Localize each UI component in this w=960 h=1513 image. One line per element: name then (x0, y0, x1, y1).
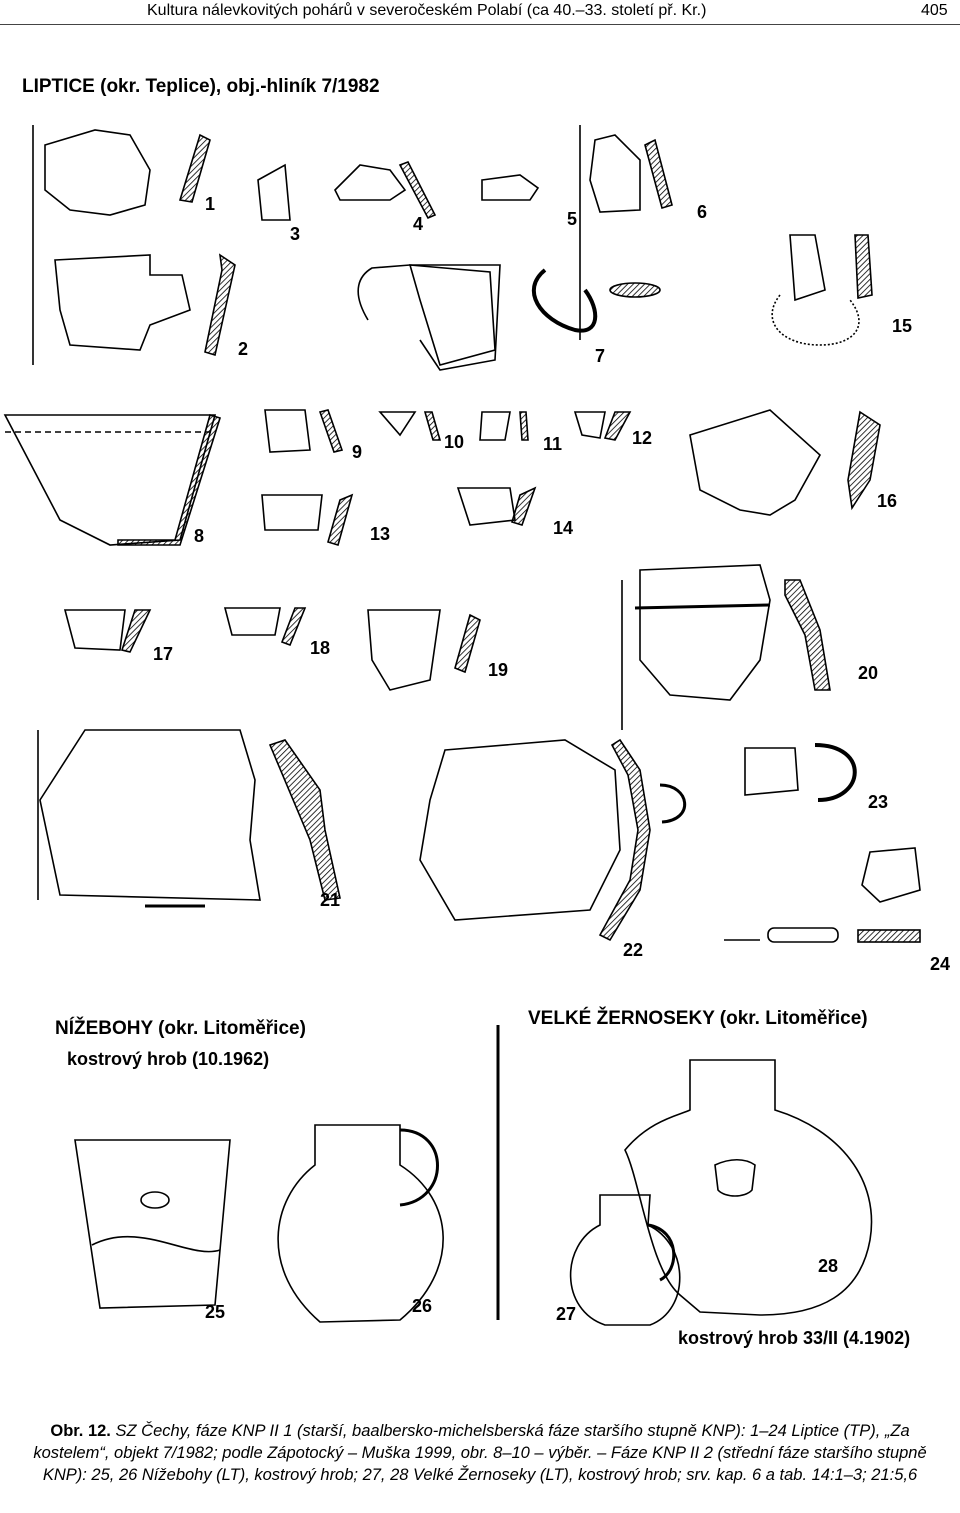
sherd-20 (635, 565, 830, 700)
label-8: 8 (194, 526, 205, 546)
sherd-16 (690, 410, 880, 515)
sherd-1 (45, 130, 210, 215)
label-6: 6 (697, 202, 708, 222)
label-27: 27 (556, 1304, 577, 1324)
label-14: 14 (553, 518, 574, 538)
sherd-9 (265, 410, 310, 452)
figure-caption (22, 1420, 938, 1486)
sherd-5 (482, 175, 538, 200)
label-3: 3 (290, 224, 301, 244)
label-17: 17 (153, 644, 174, 664)
sherd-2 (55, 255, 235, 355)
label-19: 19 (488, 660, 509, 680)
sherd-11-profile (520, 412, 528, 440)
vessel-22 (420, 740, 685, 940)
sherd-6 (590, 135, 640, 212)
label-16: 16 (877, 491, 898, 511)
site-sub-nizebohy: kostrový hrob (10.1962) (67, 1049, 270, 1069)
site-sub-velke-zernoseky: kostrový hrob 33/II (4.1902) (678, 1328, 911, 1348)
figure-caption-lead: Obr. 12. (50, 1422, 111, 1440)
sherd-9-profile (320, 410, 342, 452)
sherd-18-profile (282, 608, 305, 645)
vessel-28 (625, 1060, 872, 1315)
label-12: 12 (632, 428, 653, 448)
label-2: 2 (238, 339, 249, 359)
label-22: 22 (623, 940, 644, 960)
sherd-14-profile (512, 488, 535, 525)
vessel-21 (40, 730, 340, 900)
label-18: 18 (310, 638, 331, 658)
sherd-18 (225, 608, 280, 635)
sherd-17-profile (122, 610, 150, 652)
sherd-24 (768, 848, 920, 942)
sherd-11 (480, 412, 510, 440)
site-label-velke-zernoseky: VELKÉ ŽERNOSEKY (okr. Litoměřice) (528, 1008, 868, 1029)
running-title: Kultura nálevkovitých pohárů v severočeském Polabí (ca 40.–33. století př. Kr.) (147, 2, 707, 19)
sherd-13-profile (328, 495, 352, 545)
sherd-10-profile (425, 412, 440, 440)
vessel-23 (745, 745, 855, 800)
figure-plate (0, 40, 960, 1420)
sherd-14 (458, 488, 515, 525)
vessel-8 (5, 415, 220, 545)
drawings (0, 40, 960, 1420)
sherd-12 (575, 412, 605, 438)
vessel-25 (75, 1140, 230, 1308)
vessel-26 (278, 1125, 443, 1322)
label-4: 4 (413, 214, 424, 234)
label-15: 15 (892, 316, 913, 336)
sherd-12-profile (605, 412, 630, 440)
page-number: 405 (921, 2, 948, 19)
vessel-7 (358, 265, 660, 370)
figure-caption-text: SZ Čechy, fáze KNP II 1 (starší, baalbersko-michelsberská fáze staršího stupně KNP): 1–24 Liptice (TP), „Za kostelem“, objekt 7/1982; podle Zápotocký – Muška 1999, obr. 8–10 – výběr. – Fáze KNP II 2 (střední fáze staršího stupně KNP): 25, 26 Nížebohy (LT), kostrový hrob; 27, 28 Velké Žernoseky (LT), kostrový hrob; srv. kap. 6 a tab. 14:1–3; 21:5,6 (33, 1422, 927, 1484)
sherd-6-profile (645, 140, 672, 208)
site-label-nizebohy: NÍŽEBOHY (okr. Litoměřice) (55, 1018, 306, 1039)
label-28: 28 (818, 1256, 839, 1276)
label-1: 1 (205, 194, 216, 214)
page-header (0, 0, 960, 24)
label-21: 21 (320, 890, 341, 910)
sherd-19-profile (455, 615, 480, 672)
sherd-13 (262, 495, 322, 530)
label-10: 10 (444, 432, 465, 452)
label-26: 26 (412, 1296, 433, 1316)
label-20: 20 (858, 663, 879, 683)
label-24: 24 (930, 954, 951, 974)
sherd-3 (258, 165, 290, 220)
label-11: 11 (543, 434, 563, 454)
site-label-liptice: LIPTICE (okr. Teplice), obj.-hliník 7/1982 (22, 76, 380, 97)
label-13: 13 (370, 524, 391, 544)
label-25: 25 (205, 1302, 226, 1322)
sherd-10 (380, 412, 415, 435)
label-5: 5 (567, 209, 578, 229)
vessel-27 (571, 1195, 680, 1325)
label-23: 23 (868, 792, 889, 812)
label-7: 7 (595, 346, 606, 366)
sherd-19 (368, 610, 440, 690)
vessel-15 (772, 235, 872, 345)
sherd-4 (335, 165, 405, 200)
header-rule (0, 24, 960, 25)
sherd-17 (65, 610, 125, 650)
label-9: 9 (352, 442, 363, 462)
